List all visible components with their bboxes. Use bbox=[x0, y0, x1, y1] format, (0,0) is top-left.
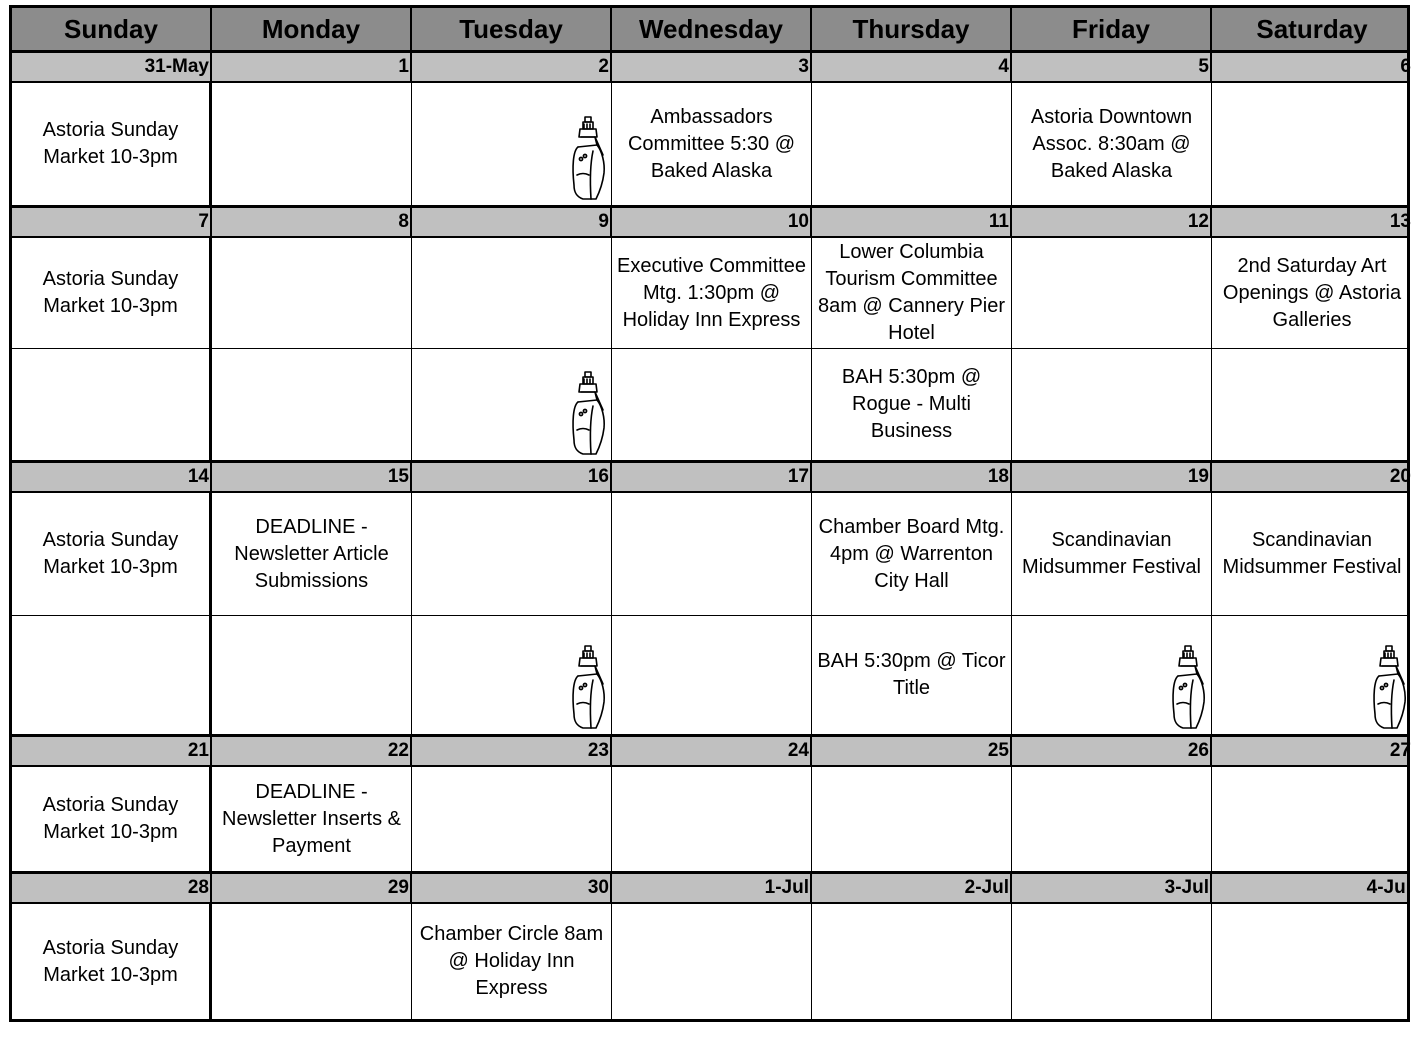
week-row bbox=[9, 53, 1410, 208]
day-cell[interactable] bbox=[212, 349, 412, 460]
date-number: 6 bbox=[1400, 56, 1411, 77]
date-number-row bbox=[12, 874, 1411, 904]
event-row bbox=[12, 904, 1407, 1019]
day-cell[interactable] bbox=[12, 904, 212, 1019]
day-cell[interactable] bbox=[412, 767, 612, 871]
date-number: 1-Jul bbox=[612, 874, 812, 902]
event-text: Scandinavian Midsummer Festival bbox=[1222, 529, 1402, 578]
date-number: 27 bbox=[1389, 740, 1411, 761]
week-row bbox=[9, 737, 1410, 874]
day-cell[interactable] bbox=[212, 616, 412, 734]
week-row bbox=[9, 463, 1410, 737]
date-number: 13 bbox=[1389, 211, 1411, 232]
day-cell[interactable] bbox=[612, 767, 812, 871]
date-number: 2 bbox=[412, 53, 612, 81]
day-cell[interactable] bbox=[212, 767, 412, 871]
day-cell[interactable] bbox=[1212, 493, 1412, 615]
day-cell[interactable] bbox=[12, 238, 212, 348]
weekday-header-friday: Friday bbox=[1012, 8, 1212, 50]
day-cell[interactable] bbox=[612, 616, 812, 734]
day-cell[interactable] bbox=[612, 349, 812, 460]
day-cell[interactable] bbox=[12, 349, 212, 460]
date-number: 24 bbox=[612, 737, 812, 765]
event-row bbox=[12, 615, 1407, 734]
day-cell[interactable] bbox=[1212, 767, 1412, 871]
date-number: 7 bbox=[12, 208, 212, 236]
date-number: 4 bbox=[812, 53, 1012, 81]
day-cell[interactable] bbox=[212, 904, 412, 1019]
event-text: BAH 5:30pm @ Rogue - Multi Business bbox=[841, 366, 982, 442]
date-number-row bbox=[12, 53, 1411, 83]
day-cell[interactable] bbox=[412, 904, 612, 1019]
date-number: 30 bbox=[412, 874, 612, 902]
date-number: 1 bbox=[212, 53, 412, 81]
day-cell[interactable] bbox=[812, 238, 1012, 348]
event-text: Chamber Circle 8am @ Holiday Inn Express bbox=[419, 923, 604, 999]
weekday-header-row bbox=[9, 5, 1410, 53]
day-cell[interactable] bbox=[1212, 616, 1412, 734]
event-row bbox=[12, 767, 1407, 871]
day-cell[interactable] bbox=[1212, 83, 1412, 205]
date-number: 29 bbox=[212, 874, 412, 902]
day-cell[interactable] bbox=[12, 493, 212, 615]
weekday-header-sunday: Sunday bbox=[12, 8, 212, 50]
date-number: 20 bbox=[1389, 466, 1411, 487]
date-number: 2-Jul bbox=[812, 874, 1012, 902]
event-text: Astoria Sunday Market 10-3pm bbox=[42, 268, 179, 317]
day-cell[interactable] bbox=[812, 349, 1012, 460]
day-cell[interactable] bbox=[612, 238, 812, 348]
day-cell[interactable] bbox=[1212, 349, 1412, 460]
date-number: 8 bbox=[212, 208, 412, 236]
event-text: BAH 5:30pm @ Ticor Title bbox=[817, 650, 1006, 699]
event-row bbox=[12, 83, 1407, 205]
date-number: 10 bbox=[612, 208, 812, 236]
event-text: DEADLINE - Newsletter Article Submissions bbox=[234, 515, 389, 592]
day-cell[interactable] bbox=[1012, 767, 1212, 871]
date-number: 3 bbox=[612, 53, 812, 81]
event-text: Astoria Sunday Market 10-3pm bbox=[42, 936, 179, 986]
date-number: 9 bbox=[412, 208, 612, 236]
event-text: 2nd Saturday Art Openings @ Astoria Galleries bbox=[1222, 254, 1402, 331]
calendar-weeks bbox=[9, 53, 1410, 1022]
day-cell[interactable] bbox=[412, 493, 612, 615]
day-cell[interactable] bbox=[612, 904, 812, 1019]
date-number: 3-Jul bbox=[1012, 874, 1212, 902]
day-cell[interactable] bbox=[612, 83, 812, 205]
day-cell[interactable] bbox=[412, 238, 612, 348]
event-text: Astoria Sunday Market 10-3pm bbox=[42, 119, 179, 168]
weekday-header-tuesday: Tuesday bbox=[412, 8, 612, 50]
cruise-ship-icon bbox=[569, 644, 607, 730]
date-number: 23 bbox=[412, 737, 612, 765]
day-cell[interactable] bbox=[1012, 493, 1212, 615]
day-cell[interactable] bbox=[1012, 238, 1212, 348]
date-number: 19 bbox=[1012, 463, 1212, 491]
event-row bbox=[12, 348, 1407, 460]
event-text: Astoria Downtown Assoc. 8:30am @ Baked Alaska bbox=[1030, 105, 1193, 182]
day-cell[interactable] bbox=[412, 616, 612, 734]
event-row bbox=[12, 238, 1407, 348]
date-number: 12 bbox=[1012, 208, 1212, 236]
date-number: 11 bbox=[812, 208, 1012, 236]
day-cell[interactable] bbox=[812, 83, 1012, 205]
day-cell[interactable] bbox=[1012, 349, 1212, 460]
date-number: 15 bbox=[212, 463, 412, 491]
day-cell[interactable] bbox=[12, 616, 212, 734]
date-number: 21 bbox=[12, 737, 212, 765]
day-cell[interactable] bbox=[12, 767, 212, 871]
cruise-ship-icon bbox=[1169, 644, 1207, 730]
event-text: Astoria Sunday Market 10-3pm bbox=[42, 529, 179, 578]
cruise-ship-icon bbox=[569, 115, 607, 201]
date-number: 28 bbox=[12, 874, 212, 902]
date-number: 31-May bbox=[12, 53, 212, 81]
date-number: 14 bbox=[12, 463, 212, 491]
event-text: Lower Columbia Tourism Committee 8am @ Cannery Pier Hotel bbox=[817, 241, 1006, 344]
date-number: 16 bbox=[412, 463, 612, 491]
date-number-row bbox=[12, 208, 1411, 238]
day-cell[interactable] bbox=[212, 238, 412, 348]
cruise-ship-icon bbox=[1370, 644, 1408, 730]
day-cell[interactable] bbox=[812, 616, 1012, 734]
event-text: Scandinavian Midsummer Festival bbox=[1022, 529, 1201, 578]
day-cell[interactable] bbox=[812, 767, 1012, 871]
cruise-ship-icon bbox=[569, 370, 607, 456]
day-cell[interactable] bbox=[1012, 616, 1212, 734]
weekday-header-wednesday: Wednesday bbox=[612, 8, 812, 50]
calendar bbox=[9, 5, 1410, 1022]
date-number: 17 bbox=[612, 463, 812, 491]
day-cell[interactable] bbox=[1012, 904, 1212, 1019]
day-cell[interactable] bbox=[1212, 238, 1412, 348]
date-number: 18 bbox=[812, 463, 1012, 491]
day-cell[interactable] bbox=[1212, 904, 1412, 1019]
date-number: 5 bbox=[1012, 53, 1212, 81]
date-number: 4-Jul bbox=[1366, 877, 1411, 898]
week-row bbox=[9, 208, 1410, 463]
date-number-row bbox=[12, 463, 1411, 493]
weekday-header-thursday: Thursday bbox=[812, 8, 1012, 50]
weekday-header-saturday: Saturday bbox=[1256, 13, 1368, 44]
day-cell[interactable] bbox=[12, 83, 212, 205]
day-cell[interactable] bbox=[212, 83, 412, 205]
day-cell[interactable] bbox=[1012, 83, 1212, 205]
date-number-row bbox=[12, 737, 1411, 767]
event-text: Astoria Sunday Market 10-3pm bbox=[42, 794, 179, 843]
event-row bbox=[12, 493, 1407, 615]
date-number: 25 bbox=[812, 737, 1012, 765]
event-text: Executive Committee Mtg. 1:30pm @ Holiday Inn Express bbox=[617, 254, 806, 331]
weekday-header-monday: Monday bbox=[212, 8, 412, 50]
event-text: Ambassadors Committee 5:30 @ Baked Alaska bbox=[627, 105, 796, 182]
day-cell[interactable] bbox=[812, 493, 1012, 615]
week-row bbox=[9, 874, 1410, 1022]
day-cell[interactable] bbox=[412, 349, 612, 460]
day-cell[interactable] bbox=[612, 493, 812, 615]
event-text: DEADLINE - Newsletter Inserts & Payment bbox=[222, 780, 401, 857]
day-cell[interactable] bbox=[212, 493, 412, 615]
event-text: Chamber Board Mtg. 4pm @ Warrenton City Hall bbox=[818, 515, 1005, 592]
date-number: 22 bbox=[212, 737, 412, 765]
date-number: 26 bbox=[1012, 737, 1212, 765]
day-cell[interactable] bbox=[812, 904, 1012, 1019]
day-cell[interactable] bbox=[412, 83, 612, 205]
